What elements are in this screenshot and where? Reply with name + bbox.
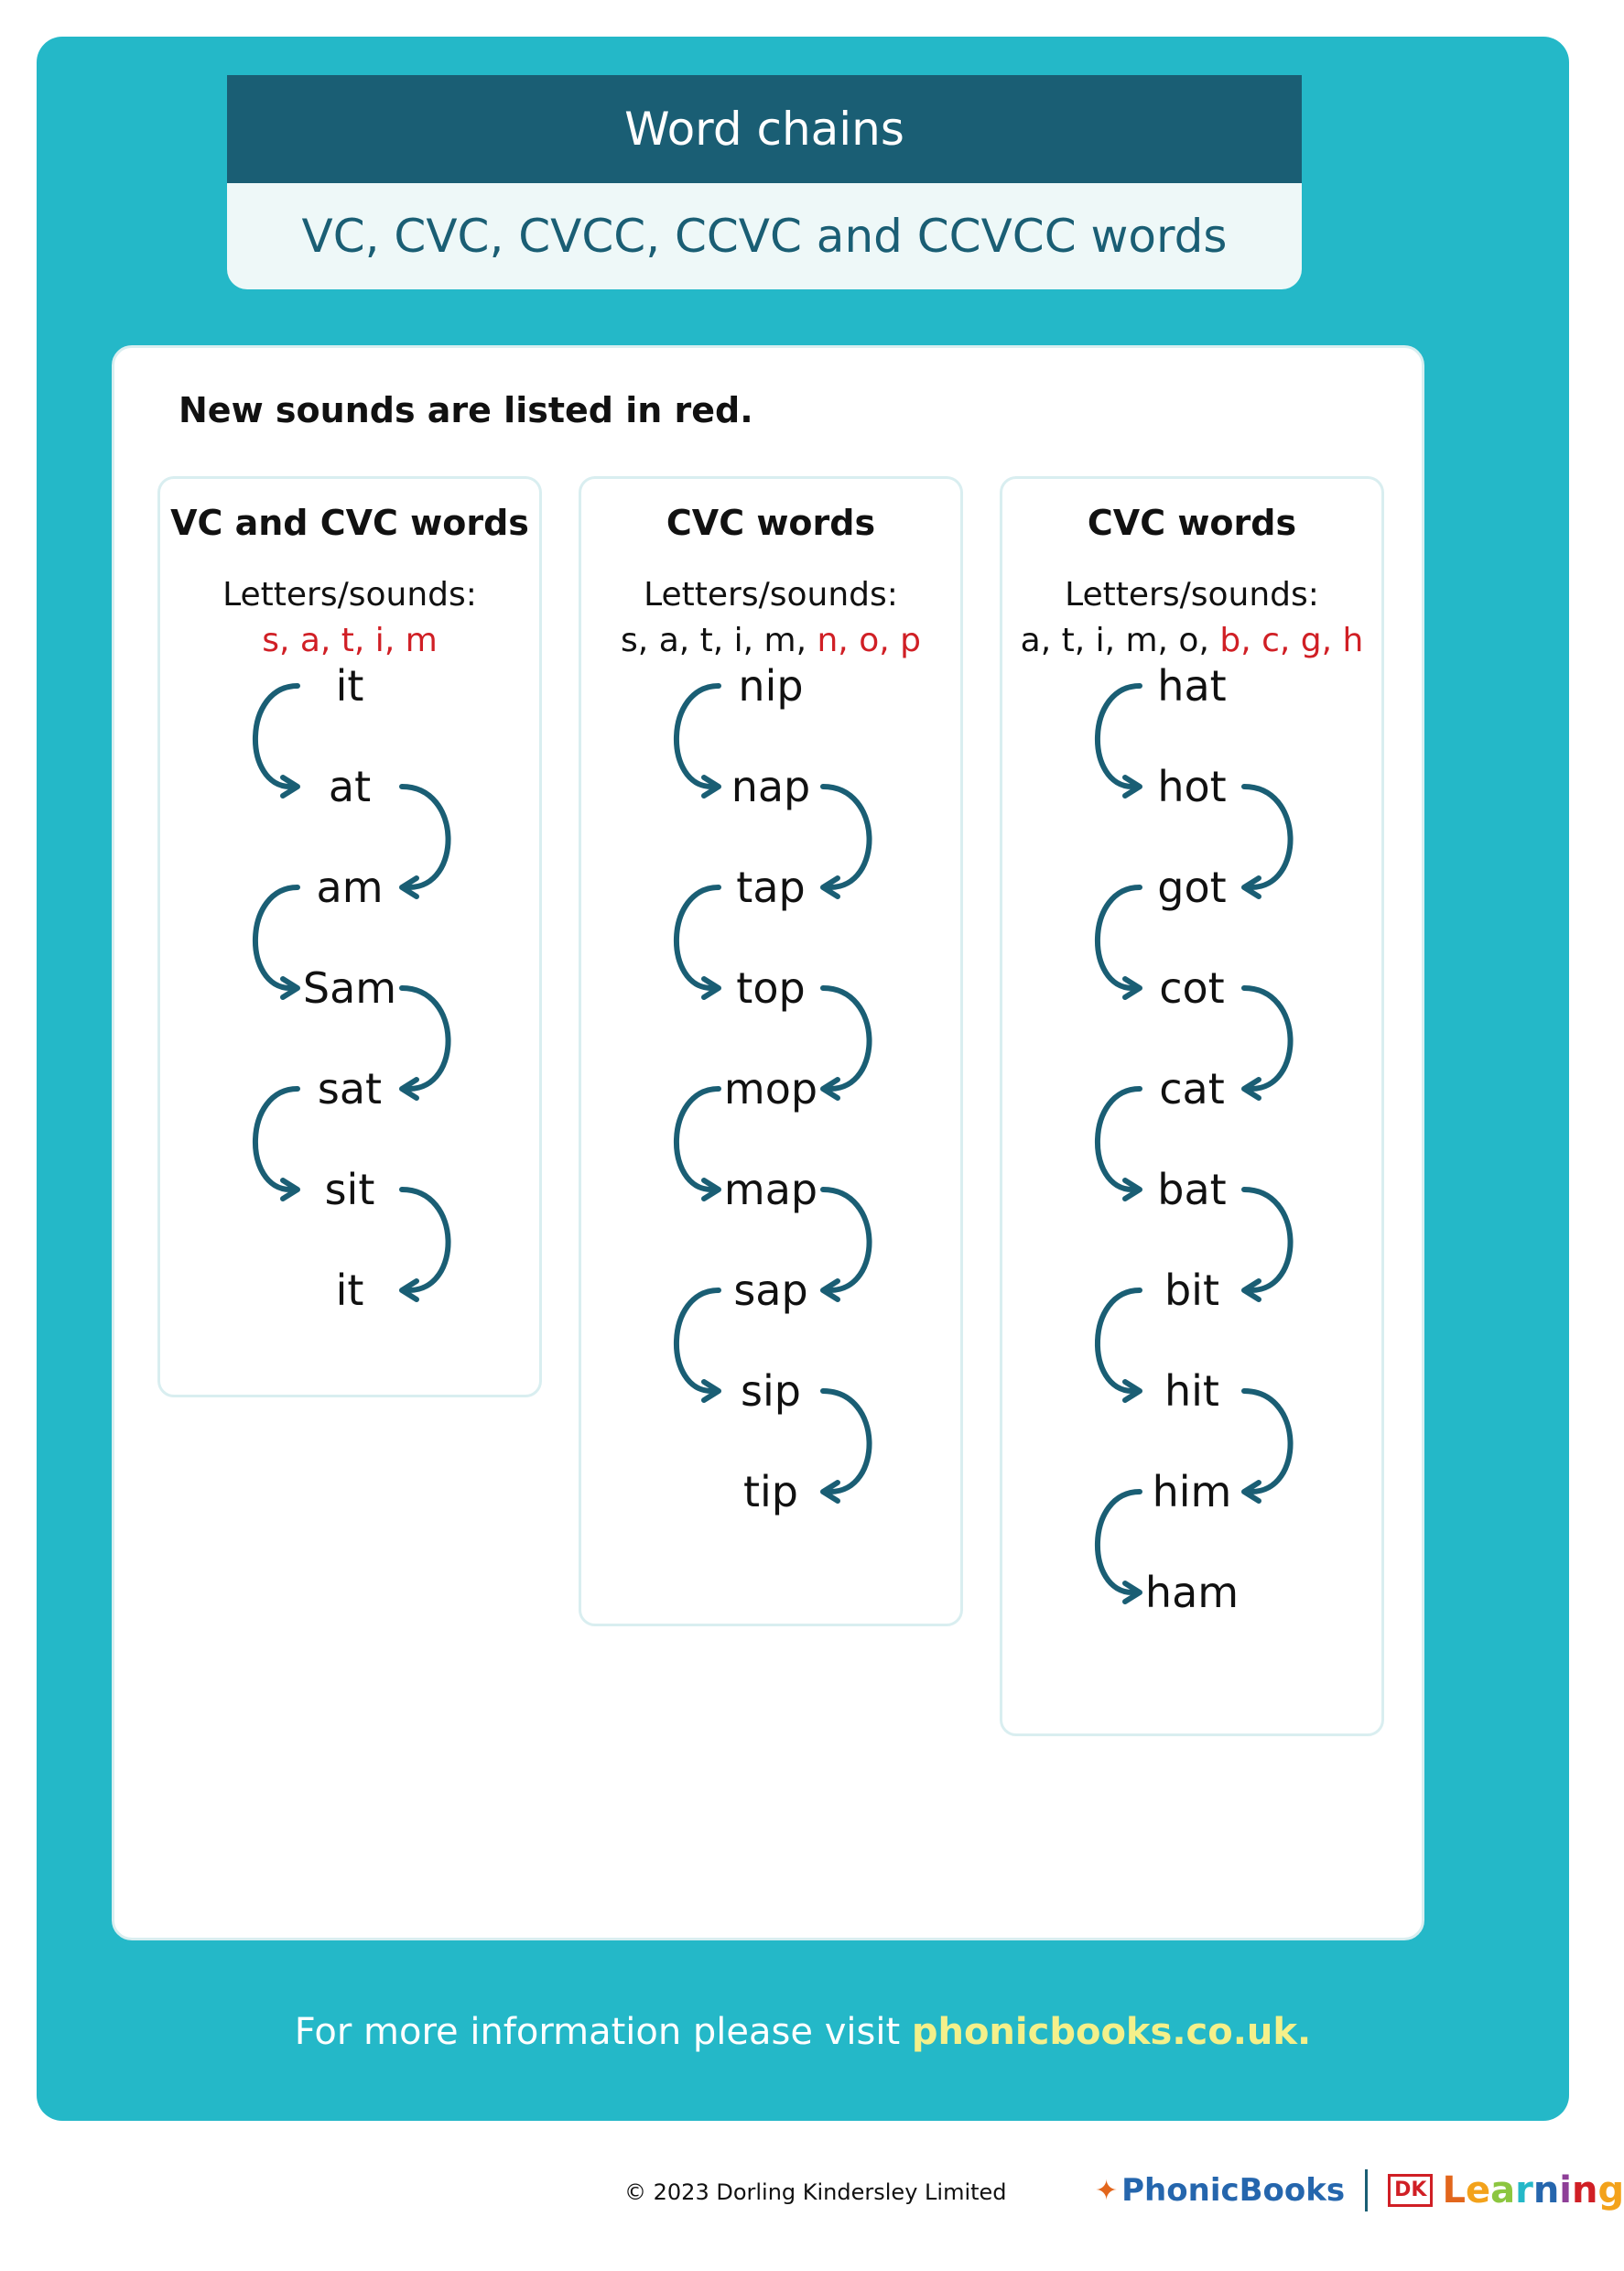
chain-word: nap bbox=[731, 762, 811, 811]
chain-arrow-icon bbox=[1244, 787, 1291, 896]
learning-letter: L bbox=[1442, 2169, 1466, 2211]
chain-arrows bbox=[581, 479, 960, 1592]
chain-word: sap bbox=[733, 1266, 808, 1315]
chain-word: bit bbox=[1164, 1266, 1219, 1315]
chain-arrow-icon bbox=[677, 1290, 719, 1400]
known-sounds: a, t, i, m, o, bbox=[1020, 622, 1220, 659]
page-subtitle: VC, CVC, CVCC, CCVC and CCVCC words bbox=[301, 210, 1228, 263]
chain-arrow-icon bbox=[255, 1089, 298, 1199]
copyright-text: © 2023 Dorling Kindersley Limited bbox=[624, 2179, 1007, 2205]
chain-word: hit bbox=[1164, 1366, 1219, 1416]
chain-word: nip bbox=[738, 661, 804, 711]
new-sounds: n, o, p bbox=[817, 622, 921, 659]
new-sounds: b, c, g, h bbox=[1219, 622, 1364, 659]
learning-letter: e bbox=[1465, 2169, 1491, 2211]
chain-word: him bbox=[1152, 1467, 1232, 1516]
chain-arrow-icon bbox=[255, 686, 298, 796]
learning-logo-text bbox=[1442, 2169, 1624, 2211]
chain-word: sat bbox=[317, 1064, 383, 1114]
chain-word: map bbox=[723, 1165, 818, 1214]
phonicbooks-logo bbox=[1095, 2172, 1345, 2209]
chain-arrow-icon bbox=[677, 1089, 719, 1199]
word-chain-column-3 bbox=[1000, 476, 1384, 1736]
chain-arrow-icon bbox=[823, 787, 870, 896]
header-banner bbox=[227, 75, 1302, 289]
website-link[interactable]: phonicbooks.co.uk. bbox=[911, 2011, 1312, 2053]
content-panel bbox=[112, 345, 1424, 1940]
chain-word: mop bbox=[723, 1064, 818, 1114]
learning-letter: n bbox=[1572, 2169, 1598, 2211]
chain-arrow-icon bbox=[1098, 686, 1140, 796]
word-chain-column-2 bbox=[579, 476, 963, 1626]
phonicbooks-logo-text: PhonicBooks bbox=[1121, 2172, 1346, 2209]
column-title: VC and CVC words bbox=[170, 503, 529, 543]
chain-arrow-icon bbox=[823, 1391, 870, 1501]
chain-arrow-icon bbox=[1098, 887, 1140, 997]
chain-arrows bbox=[1002, 479, 1381, 1693]
chain-arrow-icon bbox=[1244, 1391, 1291, 1501]
logo-divider bbox=[1365, 2169, 1368, 2211]
chain-word: Sam bbox=[302, 963, 397, 1013]
sounds-label: Letters/sounds: bbox=[644, 576, 898, 614]
phonicbooks-mark-icon: ✦ bbox=[1095, 2174, 1119, 2207]
chain-word: sip bbox=[741, 1366, 801, 1416]
chain-arrow-icon bbox=[402, 787, 449, 896]
known-sounds: s, a, t, i, m, bbox=[621, 622, 817, 659]
instructions-text: New sounds are listed in red. bbox=[179, 390, 753, 430]
chain-arrow-icon bbox=[823, 988, 870, 1098]
brand-logos bbox=[1095, 2163, 1624, 2218]
chain-word: ham bbox=[1144, 1568, 1240, 1617]
learning-letter: i bbox=[1559, 2169, 1573, 2211]
chain-word: cat bbox=[1159, 1064, 1225, 1114]
chain-arrow-icon bbox=[677, 686, 719, 796]
chain-arrow-icon bbox=[1098, 1290, 1140, 1400]
chain-word: at bbox=[328, 762, 372, 811]
learning-letter: n bbox=[1532, 2169, 1560, 2211]
chain-word: tap bbox=[736, 863, 806, 912]
chain-arrow-icon bbox=[1244, 1190, 1291, 1299]
footer-text: For more information please visit bbox=[294, 2011, 912, 2053]
chain-word: hot bbox=[1157, 762, 1227, 811]
chain-arrow-icon bbox=[402, 1190, 449, 1299]
chain-arrow-icon bbox=[1098, 1089, 1140, 1199]
chain-word: top bbox=[736, 963, 806, 1013]
column-title: CVC words bbox=[666, 503, 876, 543]
learning-letter: r bbox=[1515, 2169, 1533, 2211]
chain-arrow-icon bbox=[402, 988, 449, 1098]
chain-arrows bbox=[160, 479, 539, 1391]
column-title: CVC words bbox=[1087, 503, 1297, 543]
word-chain-column-1 bbox=[157, 476, 542, 1397]
learning-letter: a bbox=[1490, 2169, 1516, 2211]
chain-word: am bbox=[316, 863, 384, 912]
sounds-label: Letters/sounds: bbox=[1065, 576, 1319, 614]
chain-arrow-icon bbox=[823, 1190, 870, 1299]
chain-arrow-icon bbox=[677, 887, 719, 997]
chain-word: cot bbox=[1159, 963, 1225, 1013]
sounds-label: Letters/sounds: bbox=[222, 576, 477, 614]
chain-arrow-icon bbox=[255, 887, 298, 997]
chain-word: got bbox=[1157, 863, 1227, 912]
chain-word: sit bbox=[324, 1165, 375, 1214]
learning-letter: g bbox=[1597, 2169, 1624, 2211]
page-title: Word chains bbox=[227, 75, 1302, 183]
chain-word: hat bbox=[1157, 661, 1227, 711]
new-sounds: s, a, t, i, m bbox=[262, 622, 438, 659]
chain-arrow-icon bbox=[1244, 988, 1291, 1098]
chain-word: it bbox=[335, 661, 364, 711]
dk-logo: DK bbox=[1388, 2174, 1433, 2207]
chain-word: it bbox=[335, 1266, 364, 1315]
chain-word: bat bbox=[1157, 1165, 1227, 1214]
footer-info bbox=[37, 2011, 1569, 2053]
chain-word: tip bbox=[742, 1467, 798, 1516]
chain-arrow-icon bbox=[1098, 1492, 1140, 1602]
